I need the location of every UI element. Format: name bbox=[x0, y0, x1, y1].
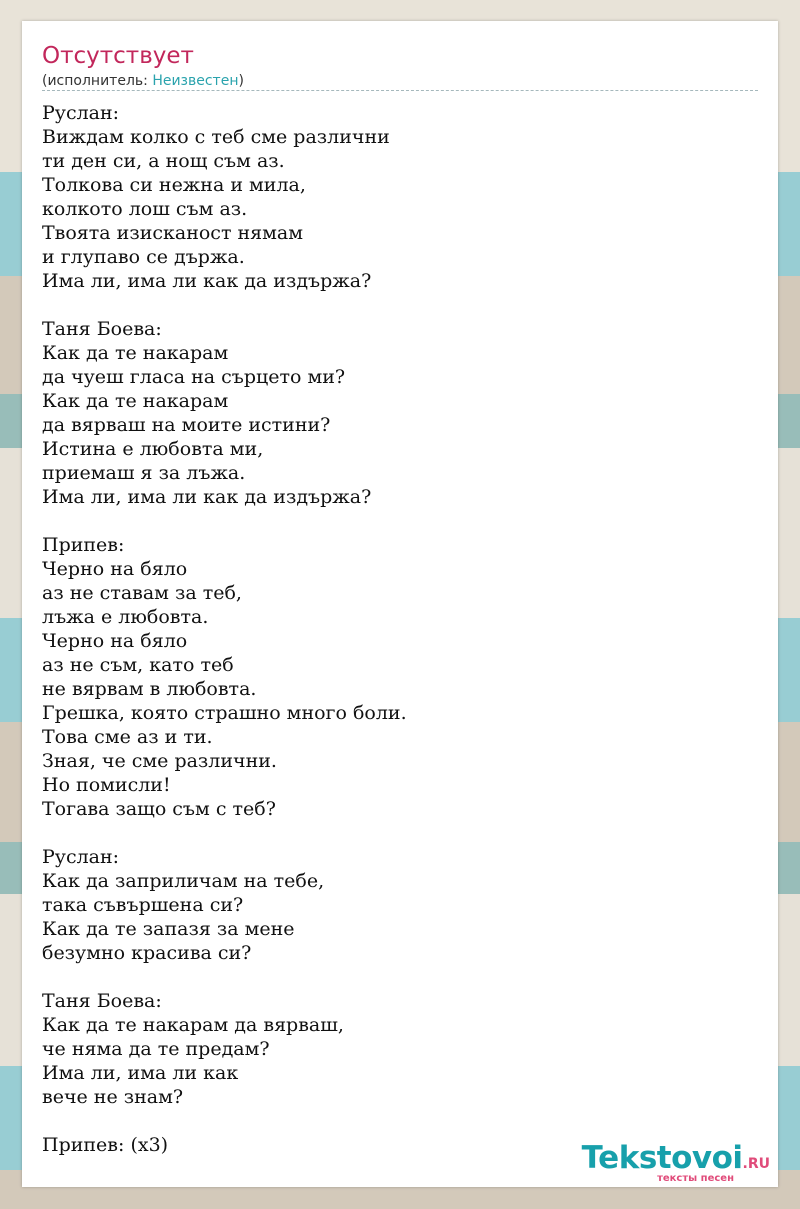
lyric-line bbox=[42, 509, 758, 533]
lyric-line: Таня Боева: bbox=[42, 990, 162, 1012]
lyric-line: лъжа е любовта. bbox=[42, 606, 209, 628]
song-title: Отсутствует bbox=[42, 43, 194, 69]
lyric-line: Как да те накарам bbox=[42, 342, 229, 364]
artist-prefix: (исполнитель: bbox=[42, 73, 153, 89]
lyric-line: Как да те запазя за мене bbox=[42, 918, 295, 940]
lyric-line: Твоята изисканост нямам bbox=[42, 222, 304, 244]
lyric-line: Но помисли! bbox=[42, 774, 171, 796]
lyric-line: Как да те накарам bbox=[42, 390, 229, 412]
lyric-line: безумно красива си? bbox=[42, 942, 252, 964]
lyric-line: Толкова си нежна и мила, bbox=[42, 174, 306, 196]
site-logo[interactable] bbox=[560, 1139, 770, 1187]
lyric-line bbox=[42, 293, 758, 317]
lyric-line: вече не знам? bbox=[42, 1086, 184, 1108]
lyric-line: Припев: (x3) bbox=[42, 1134, 169, 1156]
artist-suffix: ) bbox=[238, 73, 244, 89]
lyric-line: колкото лош съм аз. bbox=[42, 198, 248, 220]
lyric-line: аз не ставам за теб, bbox=[42, 582, 242, 604]
lyric-line bbox=[42, 1109, 758, 1133]
lyric-line: да чуеш гласа на сърцето ми? bbox=[42, 366, 346, 388]
lyric-line: така съвършена си? bbox=[42, 894, 244, 916]
lyric-line: ти ден си, а нощ съм аз. bbox=[42, 150, 285, 172]
lyric-line: Руслан: bbox=[42, 846, 120, 868]
lyric-line: че няма да те предам? bbox=[42, 1038, 270, 1060]
lyric-line: Това сме аз и ти. bbox=[42, 726, 213, 748]
lyric-line: Черно на бяло bbox=[42, 558, 188, 580]
lyric-line: Таня Боева: bbox=[42, 318, 162, 340]
lyric-line: Черно на бяло bbox=[42, 630, 188, 652]
lyric-line: и глупаво се държа. bbox=[42, 246, 245, 268]
lyric-line: да вярваш на моите истини? bbox=[42, 414, 331, 436]
artist-line bbox=[42, 72, 244, 90]
logo-tagline: тексты песен bbox=[657, 1173, 734, 1184]
lyric-line: Истина е любовта ми, bbox=[42, 438, 264, 460]
lyric-line: Как да заприличам на тебе, bbox=[42, 870, 325, 892]
lyric-line bbox=[42, 965, 758, 989]
lyric-line: Има ли, има ли как да издържа? bbox=[42, 486, 372, 508]
logo-tld: .RU bbox=[742, 1156, 770, 1172]
title-divider bbox=[42, 90, 758, 91]
lyric-line: Руслан: bbox=[42, 102, 120, 124]
lyric-line bbox=[42, 821, 758, 845]
artist-link[interactable]: Неизвестен bbox=[152, 73, 239, 89]
lyric-line: Зная, че сме различни. bbox=[42, 750, 277, 772]
lyric-line: Грешка, която страшно много боли. bbox=[42, 702, 407, 724]
lyric-line: Виждам колко с теб сме различни bbox=[42, 126, 390, 148]
logo-wordmark bbox=[582, 1141, 770, 1175]
lyric-line: приемаш я за лъжа. bbox=[42, 462, 246, 484]
lyric-line: Как да те накарам да вярваш, bbox=[42, 1014, 344, 1036]
lyric-line: Припев: bbox=[42, 534, 125, 556]
lyric-line: Има ли, има ли как да издържа? bbox=[42, 270, 372, 292]
lyric-line: аз не съм, като теб bbox=[42, 654, 234, 676]
lyric-line: Има ли, има ли как bbox=[42, 1062, 239, 1084]
lyric-line: не вярвам в любовта. bbox=[42, 678, 257, 700]
logo-name: Tekstovoi bbox=[581, 1140, 743, 1176]
lyrics-text bbox=[42, 101, 758, 1157]
lyrics-card bbox=[22, 21, 778, 1187]
lyric-line: Тогава защо съм с теб? bbox=[42, 798, 276, 820]
